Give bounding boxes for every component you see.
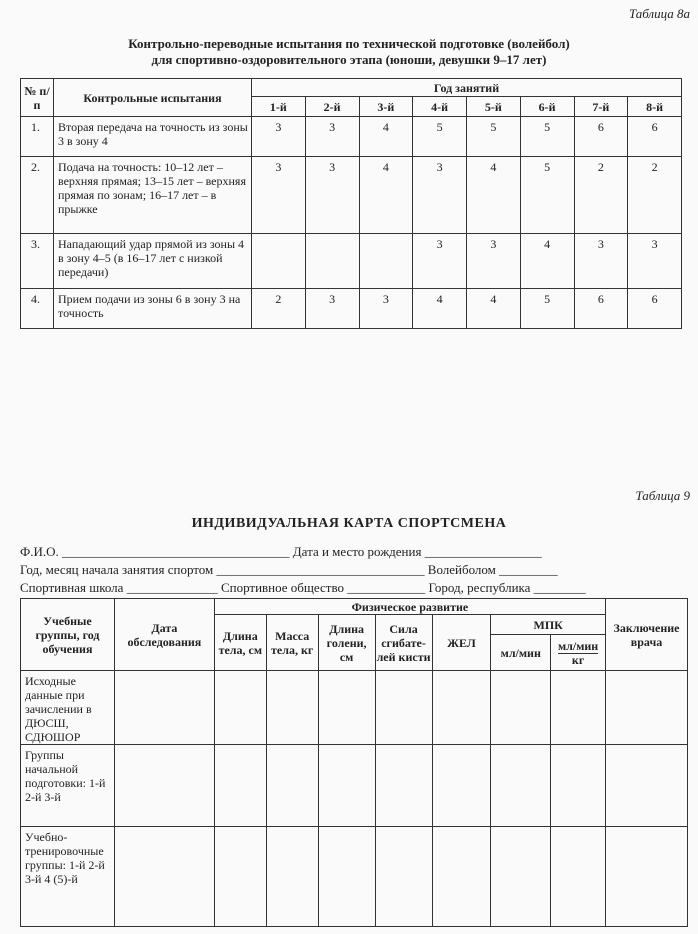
col-years-header: Год занятий — [252, 79, 682, 97]
mass-header: Масса тела, кг — [266, 615, 318, 671]
empty-cell — [375, 745, 432, 827]
empty-cell — [375, 827, 432, 927]
title-line-1: Контрольно-переводные испытания по технической подготовке (волейбол) — [128, 36, 570, 51]
table-8a-title — [0, 36, 698, 68]
row-number: 2. — [21, 157, 54, 234]
score-cell: 3 — [252, 157, 306, 234]
col-test-header: Контрольные испытания — [54, 79, 252, 117]
empty-cell — [114, 671, 214, 745]
row-number: 3. — [21, 234, 54, 289]
test-name: Подача на точность: 10–12 лет – верхняя прямая; 13–15 лет – верхняя прямая по зонам; 16–17 лет – в прыжке — [54, 157, 252, 234]
table-row — [21, 745, 688, 827]
score-cell: 5 — [413, 117, 467, 157]
vital-header: ЖЕЛ — [432, 615, 491, 671]
empty-cell — [491, 827, 551, 927]
score-cell: 3 — [305, 157, 359, 234]
score-cell: 5 — [467, 117, 521, 157]
score-cell — [359, 234, 413, 289]
test-name: Нападающий удар прямой из зоны 4 в зону 4–5 (в 16–17 лет с низкой передачи) — [54, 234, 252, 289]
score-cell: 4 — [413, 289, 467, 329]
mpk-ml-header: мл/мин — [491, 635, 551, 671]
score-cell: 3 — [574, 234, 628, 289]
groups-header: Учебные группы, год обучения — [21, 599, 115, 671]
empty-cell — [432, 671, 491, 745]
score-cell: 5 — [520, 157, 574, 234]
score-cell: 3 — [467, 234, 521, 289]
empty-cell — [214, 671, 266, 745]
table-row — [21, 234, 682, 289]
score-cell: 6 — [574, 117, 628, 157]
year-header: 8-й — [628, 97, 682, 117]
score-cell: 2 — [252, 289, 306, 329]
empty-cell — [551, 745, 606, 827]
table-row — [21, 117, 682, 157]
score-cell: 4 — [467, 289, 521, 329]
empty-cell — [318, 671, 375, 745]
mpk-mlkg-denominator: кг — [571, 652, 585, 667]
doctor-header: Заключение врача — [606, 599, 688, 671]
empty-cell — [266, 671, 318, 745]
date-header: Дата обследования — [114, 599, 214, 671]
empty-cell — [214, 745, 266, 827]
athlete-card-table — [20, 598, 688, 927]
year-header: 1-й — [252, 97, 306, 117]
empty-cell — [432, 827, 491, 927]
row-number: 4. — [21, 289, 54, 329]
test-name: Прием подачи из зоны 6 в зону 3 на точность — [54, 289, 252, 329]
table-8a-label: Таблица 8а — [628, 6, 690, 21]
score-cell: 6 — [574, 289, 628, 329]
col-num-header: № п/п — [21, 79, 54, 117]
phys-header: Физическое развитие — [214, 599, 605, 615]
score-cell: 3 — [305, 117, 359, 157]
empty-cell — [318, 745, 375, 827]
empty-cell — [551, 671, 606, 745]
empty-cell — [318, 827, 375, 927]
empty-cell — [432, 745, 491, 827]
score-cell: 3 — [413, 157, 467, 234]
table-row — [21, 827, 688, 927]
height-header: Длина тела, см — [214, 615, 266, 671]
year-header: 4-й — [413, 97, 467, 117]
score-cell: 6 — [628, 289, 682, 329]
table-9-label: Таблица 9 — [635, 488, 690, 503]
group-label: Исходные данные при зачислении в ДЮСШ, СДЮШОР — [21, 671, 115, 745]
year-header: 6-й — [520, 97, 574, 117]
row-number: 1. — [21, 117, 54, 157]
score-cell: 6 — [628, 117, 682, 157]
year-header: 5-й — [467, 97, 521, 117]
year-header: 2-й — [305, 97, 359, 117]
empty-cell — [114, 827, 214, 927]
score-cell: 2 — [574, 157, 628, 234]
table-9-title: ИНДИВИДУАЛЬНАЯ КАРТА СПОРТСМЕНА — [191, 516, 507, 531]
empty-cell — [606, 671, 688, 745]
grip-header: Сила сгибате-лей кисти — [375, 615, 432, 671]
score-cell: 5 — [520, 117, 574, 157]
empty-cell — [491, 671, 551, 745]
score-cell: 3 — [628, 234, 682, 289]
mpk-mlkg-header — [551, 635, 606, 671]
score-cell: 4 — [520, 234, 574, 289]
year-header: 7-й — [574, 97, 628, 117]
empty-cell — [606, 827, 688, 927]
title-line-2: для спортивно-оздоровительного этапа (юноши, девушки 9–17 лет) — [151, 52, 547, 67]
score-cell: 4 — [359, 117, 413, 157]
score-cell: 3 — [413, 234, 467, 289]
score-cell: 3 — [252, 117, 306, 157]
table-row — [21, 289, 682, 329]
table-row — [21, 671, 688, 745]
table-row — [21, 157, 682, 234]
empty-cell — [491, 745, 551, 827]
score-cell: 3 — [359, 289, 413, 329]
year-header: 3-й — [359, 97, 413, 117]
score-cell: 3 — [305, 289, 359, 329]
group-label: Группы начальной подготовки: 1-й 2-й 3-й — [21, 745, 115, 827]
score-cell: 4 — [467, 157, 521, 234]
empty-cell — [375, 671, 432, 745]
fio-line: Ф.И.О. ___________________________________ Дата и место рождения __________________ — [20, 544, 542, 559]
empty-cell — [551, 827, 606, 927]
test-name: Вторая передача на точность из зоны 3 в зону 4 — [54, 117, 252, 157]
empty-cell — [114, 745, 214, 827]
shin-header: Длина голени, см — [318, 615, 375, 671]
school-line: Спортивная школа ______________ Спортивное общество ____________ Город, республика ________ — [20, 580, 586, 595]
score-cell: 2 — [628, 157, 682, 234]
empty-cell — [266, 827, 318, 927]
empty-cell — [606, 745, 688, 827]
group-label: Учебно-тренировочные группы: 1-й 2-й 3-й 4 (5)-й — [21, 827, 115, 927]
mpk-header: МПК — [491, 615, 606, 635]
control-tests-table — [20, 78, 682, 329]
score-cell: 5 — [520, 289, 574, 329]
score-cell — [305, 234, 359, 289]
score-cell — [252, 234, 306, 289]
start-year-line: Год, месяц начала занятия спортом ________________________________ Волейболом _________ — [20, 562, 558, 577]
mpk-mlkg-numerator: мл/мин — [557, 638, 599, 653]
empty-cell — [214, 827, 266, 927]
score-cell: 4 — [359, 157, 413, 234]
empty-cell — [266, 745, 318, 827]
